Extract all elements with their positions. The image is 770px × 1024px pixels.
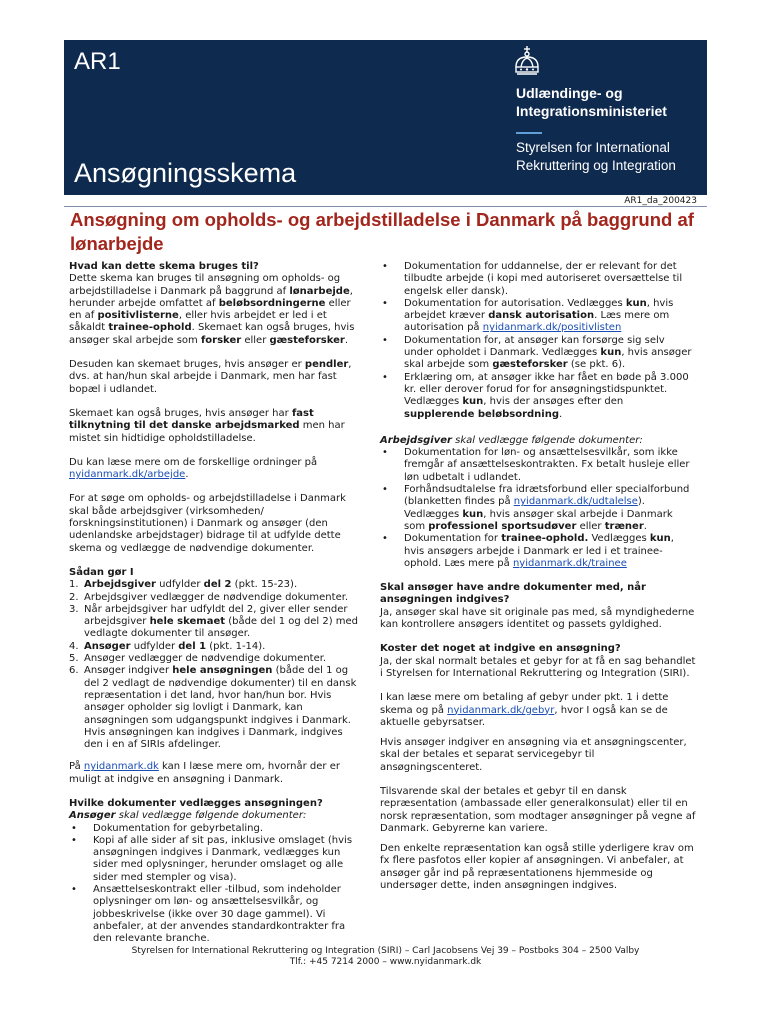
right-column bbox=[380, 261, 696, 900]
steps-list bbox=[69, 579, 364, 751]
crown-icon bbox=[512, 45, 542, 83]
page-footer bbox=[64, 946, 707, 968]
subheading: Ansøger skal vedlægge følgende dokumenter: bbox=[69, 810, 307, 822]
section-heading: Koster det noget at indgive en ansøgning? bbox=[380, 643, 621, 655]
paragraph: Skemaet kan også bruges, hvis ansøger har fast tilknytning til det danske arbejdsmarked men har mistet sin hidtidige opholdstilladelse. bbox=[69, 407, 345, 444]
list-item: 4. Ansøger udfylder del 1 (pkt. 1-14). bbox=[69, 640, 266, 652]
footer-address: Styrelsen for International Rekruttering og Integration (SIRI) – Carl Jacobsens Vej 39 – Postboks 304 – 2500 Valby bbox=[131, 946, 640, 956]
section-heading: Hvad kan dette skema bruges til? bbox=[69, 261, 259, 272]
page-title: Ansøgning om opholds- og arbejdstilladelse i Danmark på baggrund af lønarbejde bbox=[70, 209, 694, 254]
divider bbox=[64, 206, 707, 207]
list-item: 1. Arbejdsgiver udfylder del 2 (pkt. 15-23). bbox=[69, 579, 298, 591]
list-item: • Dokumentation for uddannelse, der er relevant for det tilbudte arbejde (i kopi med autoriseret oversættelse til engelsk eller dansk). bbox=[380, 261, 696, 298]
header-banner bbox=[64, 40, 707, 195]
left-column bbox=[69, 261, 364, 954]
documents-list bbox=[69, 823, 364, 946]
list-item: 3. Når arbejdsgiver har udfyldt del 2, giver eller sender arbejdsgiver hele skemaet (både del 1 og del 2) med vedlagte dokumenter til ansøger. bbox=[69, 603, 359, 640]
section-heading: Hvilke dokumenter vedlægges ansøgningen? bbox=[69, 797, 323, 809]
list-item: • Dokumentation for trainee-ophold. Vedlægges kun, hvis ansøgers arbejde i Danmark er led i et trainee-ophold. Læs mere på nyidanmark.dk/trainee bbox=[380, 533, 696, 570]
section-heading: Sådan gør I bbox=[69, 566, 134, 578]
paragraph: Desuden kan skemaet bruges, hvis ansøger er pendler, dvs. at han/hun skal arbejde i Danmark, men har fast bopæl i udlandet. bbox=[69, 359, 352, 395]
list-item: 2. Arbejdsgiver vedlægger de nødvendige dokumenter. bbox=[69, 591, 349, 603]
link-arbejde[interactable]: nyidanmark.dk/arbejde bbox=[69, 469, 186, 481]
paragraph: Den enkelte repræsentation kan også stille yderligere krav om fx flere pasfotos eller kopier af ansøgningen. Vi anbefaler, at ansøger går ind på repræsentationens hjemmeside og undersøger dette, inden ansøgningen indgives. bbox=[380, 843, 694, 892]
employer-documents-list bbox=[380, 447, 696, 570]
form-title: Ansøgningsskema bbox=[74, 158, 297, 188]
list-item: • Ansættelseskontrakt eller -tilbud, som indeholder oplysninger om løn- og ansættelsesvilkår, og jobbeskrivelse (ikke over 30 dage gammel). Vi anbefaler, at der anvendes standardkontrakter fra den relevante branche. bbox=[69, 884, 364, 945]
paragraph: Hvis ansøger indgiver en ansøgning via et ansøgningscenter, skal der betales et separat servicegebyr til ansøgningscenteret. bbox=[380, 737, 687, 773]
list-item: • Kopi af alle sider af sit pas, inklusive omslaget (hvis ansøgningen indgives i Danmark, vedlægges kun sider med oplysninger, herunder omslaget og alle sider med stempler og visa). bbox=[69, 835, 364, 884]
subheading: Arbejdsgiver skal vedlægge følgende dokumenter: bbox=[380, 434, 643, 446]
agency-name: Styrelsen for International Rekruttering og Integration bbox=[516, 140, 676, 173]
paragraph: På nyidanmark.dk kan I læse mere om, hvornår der er muligt at indgive en ansøgning i Danmark. bbox=[69, 761, 340, 785]
list-item: • Forhåndsudtalelse fra idrætsforbund eller specialforbund (blanketten findes på nyidanmark.dk/udtalelse). Vedlægges kun, hvis ansøger skal arbejde i Danmark som professionel sportsudøver eller træner. bbox=[380, 484, 696, 533]
paragraph: Tilsvarende skal der betales et gebyr til en dansk repræsentation (ambassade eller generalkonsulat) eller til en norsk repræsentation, som modtager ansøgninger på vegne af Danmark. Gebyrerne kan variere. bbox=[380, 785, 696, 834]
list-item: • Dokumentation for gebyrbetaling. bbox=[69, 823, 364, 835]
paragraph: Ja, ansøger skal have sit originale pas med, så myndighederne kan kontrollere ansøgers identitet og passets gyldighed. bbox=[380, 606, 695, 631]
paragraph: Dette skema kan bruges til ansøgning om opholds- og arbejdstilladelse i Danmark på baggrund af lønarbejde, herunder arbejde omfattet af beløbsordningerne eller en af positivlisterne, eller hvis arbejdet er led i et såkaldt trainee-ophold. Skemaet kan også bruges, hvis ansøger skal arbejde som forsker eller gæsteforsker. bbox=[69, 273, 355, 346]
link-nyidanmark[interactable]: nyidanmark.dk bbox=[83, 761, 159, 773]
link-positivlisten[interactable]: nyidanmark.dk/positivlisten bbox=[482, 322, 622, 334]
list-item: • Dokumentation for, at ansøger kan forsørge sig selv under opholdet i Danmark. Vedlægges kun, hvis ansøger skal arbejde som gæsteforsker (se pkt. 6). bbox=[380, 335, 696, 372]
section-heading: Skal ansøger have andre dokumenter med, når ansøgningen indgives? bbox=[380, 582, 646, 606]
paragraph: For at søge om opholds- og arbejdstilladelse i Danmark skal både arbejdsgiver (virksomheden/ forskningsinstitutionen) i Danmark og ansøger (den udenlandske arbejdstager) bidrage til at udfylde dette skema og vedlægge de nødvendige dokumenter. bbox=[69, 493, 346, 554]
link-udtalelse[interactable]: nyidanmark.dk/udtalelse bbox=[513, 496, 638, 508]
divider bbox=[516, 132, 542, 134]
list-item: • Dokumentation for autorisation. Vedlægges kun, hvis arbejdet kræver dansk autorisation. Læs mere om autorisation på nyidanmark.dk/positivlisten bbox=[380, 298, 696, 335]
list-item: • Dokumentation for løn- og ansættelsesvilkår, som ikke fremgår af ansættelseskontrakten. Fx betalt husleje eller løn udbetalt i udlandet. bbox=[380, 447, 696, 484]
link-gebyr[interactable]: nyidanmark.dk/gebyr bbox=[447, 704, 555, 716]
document-page bbox=[64, 40, 707, 1020]
doc-code: AR1 bbox=[74, 48, 121, 75]
footer-contact: Tlf.: +45 7214 2000 – www.nyidanmark.dk bbox=[289, 957, 482, 967]
list-item: 5. Ansøger vedlægger de nødvendige dokumenter. bbox=[69, 653, 327, 665]
list-item: 6. Ansøger indgiver hele ansøgningen (både del 1 og del 2 vedlagt de nødvendige dokumenter) til en dansk repræsentation i det land, hvor han/hun bor. Hvis ansøger opholder sig lovligt i Danmark, kan ansøgningen som udgangspunkt indgives i Danmark. Hvis ansøgningen kan indgives i Danmark, indgives den i en af SIRIs afdelinger. bbox=[69, 665, 357, 751]
paragraph: Du kan læse mere om de forskellige ordninger på nyidanmark.dk/arbejde. bbox=[69, 456, 318, 481]
link-trainee[interactable]: nyidanmark.dk/trainee bbox=[512, 557, 627, 569]
documents-list-continued bbox=[380, 261, 696, 421]
paragraph: Ja, der skal normalt betales et gebyr for at få en sag behandlet i Styrelsen for International Rekruttering og Integration (SIRI). bbox=[380, 655, 696, 679]
version-code: AR1_da_200423 bbox=[624, 196, 697, 206]
list-item: • Erklæring om, at ansøger ikke har fået en bøde på 3.000 kr. eller derover forud for for ansøgningstidspunktet. Vedlægges kun, hvis der ansøges efter den supplerende beløbsordning. bbox=[380, 372, 696, 421]
paragraph: I kan læse mere om betaling af gebyr under pkt. 1 i dette skema og på nyidanmark.dk/gebyr, hvor I også kan se de aktuelle gebyrsatser. bbox=[380, 692, 669, 728]
ministry-name: Udlændinge- og Integrationsministeriet bbox=[516, 85, 667, 119]
